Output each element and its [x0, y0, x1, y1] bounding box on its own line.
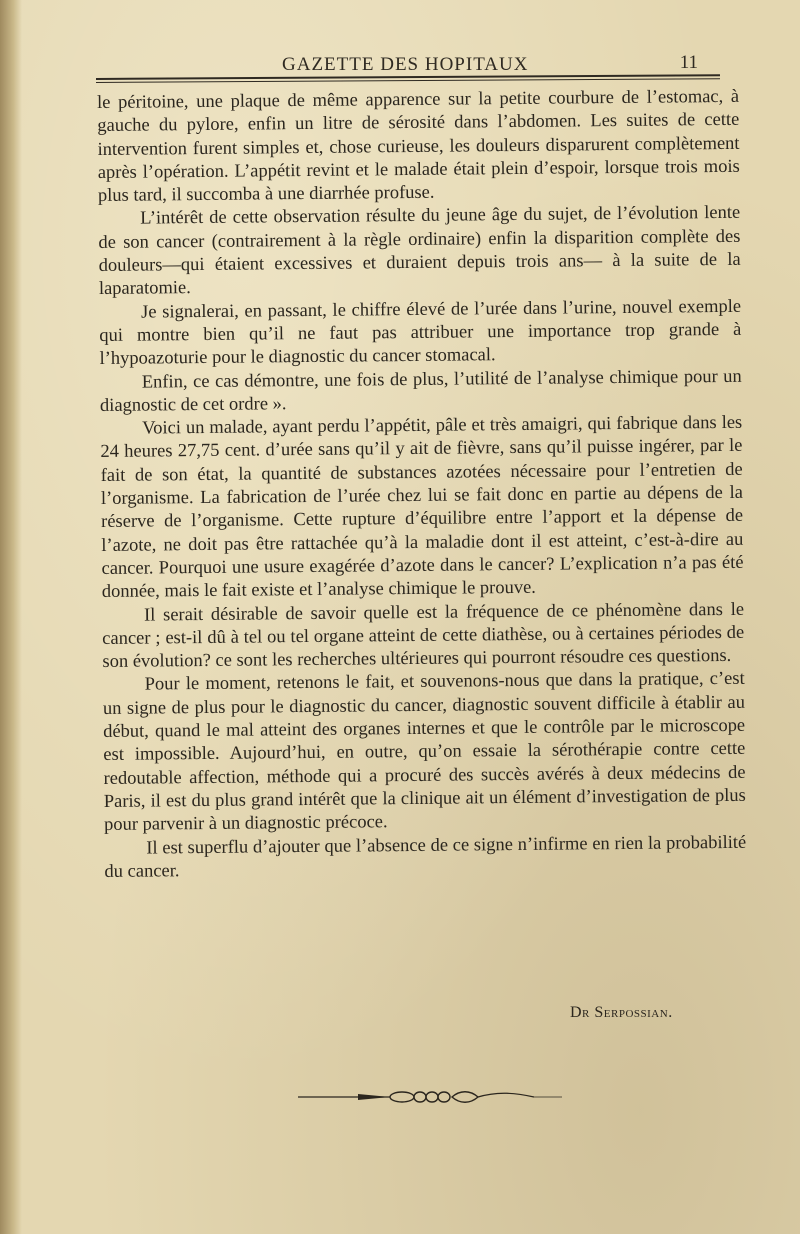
- author-signature: Dr Serpossian.: [570, 1004, 673, 1021]
- paragraph: Il est superflu d’ajouter que l’absence de ce signe n’infirme en rien la probabilité du cancer.: [104, 832, 747, 882]
- paragraph: Pour le moment, retenons le fait, et souvenons-nous que dans la pratique, c’est un signe de plus pour le diagnostic du cancer, diagnostic souvent difficile à établir au début, quand le mal atteint des organes internes et que le contrôle par le microscope est impossible. Aujourd’hui, en outre, qu’on essaie la sérothérapie contre cette redoutable affection, méthode qui a procuré des succès avérés à deux médecins de Paris, il est du plus grand intérêt que la clinique ait un élément d’investigation de plus pour parvenir à un diagnostic précoce.: [102, 669, 746, 836]
- paragraph: L’intérêt de cette observation résulte du jeune âge du sujet, de l’évolution lente de son cancer (contrairement à la règle ordinaire) enfin la disparition complète des douleurs—qui étaient excessives et duraient depuis trois ans— à la suite de la laparatomie.: [98, 203, 741, 300]
- paragraph: Enfin, ce cas démontre, une fois de plus, l’utilité de l’analyse chimique pour un diagnostic de cet ordre ».: [99, 366, 742, 416]
- paragraph: Je signalerai, en passant, le chiffre élevé de l’urée dans l’urine, nouvel exemple qui montre bien qu’il ne faut pas attribuer une importance trop grande à l’hypoazoturie pour le diagnostic du cancer stomacal.: [99, 296, 742, 370]
- ornament-divider-icon: [298, 1085, 562, 1109]
- article-body: [97, 86, 747, 884]
- paragraph: Voici un malade, ayant perdu l’appétit, pâle et très amaigri, qui fabrique dans les 24 heures 27,75 cent. d’urée sans qu’il y ait de fièvre, sans qu’il puisse ingérer, par le fait de son état, la quantité de substances azotées nécessaire pour l’entretien de l’organisme. La fabrication de l’urée chez lui se fait donc en partie au dépens de la réserve de l’organisme. Cette rupture d’équilibre entre l’apport et la dépense de l’azote, ne doit pas être rattachée qu’à la maladie dont il est atteint, c’est-à-dire au cancer. Pourquoi une usure exagérée d’azote dans le cancer? L’explication n’a pas été donnée, mais le fait existe et l’analyse chimique le prouve.: [100, 412, 744, 603]
- binding-edge: [0, 0, 22, 1234]
- paragraph: Il serait désirable de savoir quelle est la fréquence de ce phénomène dans le cancer ; est-il dû à tel ou tel organe atteint de cette diathèse, ou à certaines périodes de son évolution? ce sont les recherches ultérieures qui pourront résoudre ces questions.: [102, 599, 745, 673]
- paragraph: le péritoine, une plaque de même apparence sur la petite courbure de l’estomac, à gauche du pylore, enfin un litre de sérosité dans l’abdomen. Les suites de cette intervention furent simples et, chose curieuse, les douleurs disparurent complètement après l’opération. L’appétit revint et le malade était plein d’espoir, lorsque trois mois plus tard, il succomba à une diarrhée profuse.: [97, 86, 740, 207]
- running-title: GAZETTE DES HOPITAUX: [282, 54, 529, 75]
- page-number: 11: [679, 52, 698, 73]
- page-header: [96, 52, 720, 88]
